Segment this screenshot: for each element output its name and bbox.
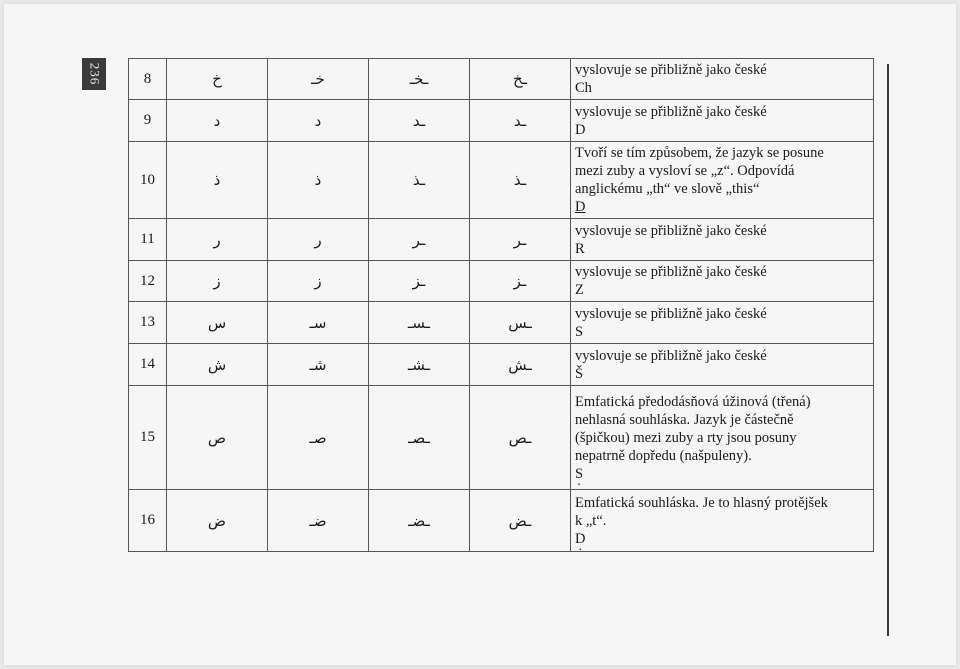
transliteration [575,365,869,383]
pronunciation-description: vyslovuje se přibližně jako české [575,103,767,120]
transliteration-letter: Z [575,282,584,298]
medial-form: ـسـ [369,302,470,344]
medial-form: ـر [369,219,470,261]
final-form: ـش [470,344,571,386]
letter-number: 14 [129,344,167,386]
isolated-form: خ [167,59,268,100]
initial-form: ضـ [268,490,369,552]
final-form: ـخ [470,59,571,100]
transliteration-letter: S [575,323,584,340]
table-row [129,59,874,100]
pronunciation-cell [571,302,874,344]
letter-number: 10 [129,142,167,219]
letter-number: 13 [129,302,167,344]
pronunciation-description: vyslovuje se přibližně jako české [575,264,767,280]
final-form: ـد [470,100,571,142]
medial-form: ـضـ [369,490,470,552]
pronunciation-description: vyslovuje se přibližně jako české [575,305,767,322]
isolated-form: ر [167,219,268,261]
letter-number: 15 [129,386,167,490]
pronunciation-cell [571,100,874,142]
letter-number: 16 [129,490,167,552]
final-form: ـر [470,219,571,261]
final-form: ـص [470,386,571,490]
final-form: ـز [470,261,571,302]
pronunciation-description: vyslovuje se přibližně jako české [575,62,767,78]
page-number: 236 [87,62,102,86]
transliteration-letter: S . [575,465,583,483]
initial-form: صـ [268,386,369,490]
arabic-letters-table [128,58,874,552]
pronunciation-cell [571,59,874,100]
transliteration [575,530,869,548]
transliteration-letter: R [575,240,585,257]
initial-form: ز [268,261,369,302]
pronunciation-description: Emfatická souhláska. Je to hlasný protějšek k „t“. [575,494,828,529]
letter-number: 12 [129,261,167,302]
pronunciation-description: Tvoří se tím způsobem, že jazyk se posune mezi zuby a vysloví se „z“. Odpovídá anglickému „th“ ve slově „this“ [575,145,824,197]
isolated-form: ذ [167,142,268,219]
medial-form: ـخـ [369,59,470,100]
transliteration [575,198,869,216]
medial-form: ـشـ [369,344,470,386]
initial-form: ذ [268,142,369,219]
initial-form: خـ [268,59,369,100]
isolated-form: ض [167,490,268,552]
table-row [129,142,874,219]
transliteration [575,323,869,341]
pronunciation-cell [571,219,874,261]
medial-form: ـذ [369,142,470,219]
pronunciation-cell [571,142,874,219]
initial-form: شـ [268,344,369,386]
isolated-form: ز [167,261,268,302]
table-row [129,100,874,142]
initial-form: سـ [268,302,369,344]
letter-number: 9 [129,100,167,142]
letter-number: 11 [129,219,167,261]
isolated-form: س [167,302,268,344]
isolated-form: د [167,100,268,142]
transliteration [575,281,869,299]
initial-form: د [268,100,369,142]
transliteration [575,240,869,258]
isolated-form: ش [167,344,268,386]
initial-form: ر [268,219,369,261]
letter-number: 8 [129,59,167,100]
transliteration [575,79,869,97]
margin-rule [887,64,889,636]
transliteration [575,121,869,139]
table-row [129,344,874,386]
page-number-tab [82,58,106,90]
medial-form: ـد [369,100,470,142]
pronunciation-cell [571,344,874,386]
pronunciation-cell [571,261,874,302]
transliteration-letter: D [575,121,586,138]
pronunciation-description: Emfatická předodásňová úžinová (třená) nehlasná souhláska. Jazyk je částečně (špičkou) mezi zuby a rty jsou posuny nepatrně dopředu (našpuleny). [575,393,811,464]
pronunciation-cell [571,490,874,552]
transliteration-letter: Š [575,365,584,382]
table-row [129,302,874,344]
transliteration-letter: D [575,199,586,215]
final-form: ـذ [470,142,571,219]
medial-form: ـصـ [369,386,470,490]
pronunciation-description: vyslovuje se přibližně jako české [575,347,767,364]
isolated-form: ص [167,386,268,490]
final-form: ـس [470,302,571,344]
table-row [129,219,874,261]
transliteration [575,465,869,483]
transliteration-letter: Ch [575,80,592,96]
transliteration-letter: D . [575,530,585,548]
final-form: ـض [470,490,571,552]
table-row [129,386,874,490]
medial-form: ـز [369,261,470,302]
pronunciation-description: vyslovuje se přibližně jako české [575,222,767,239]
table-row [129,261,874,302]
pronunciation-cell [571,386,874,490]
table-row [129,490,874,552]
